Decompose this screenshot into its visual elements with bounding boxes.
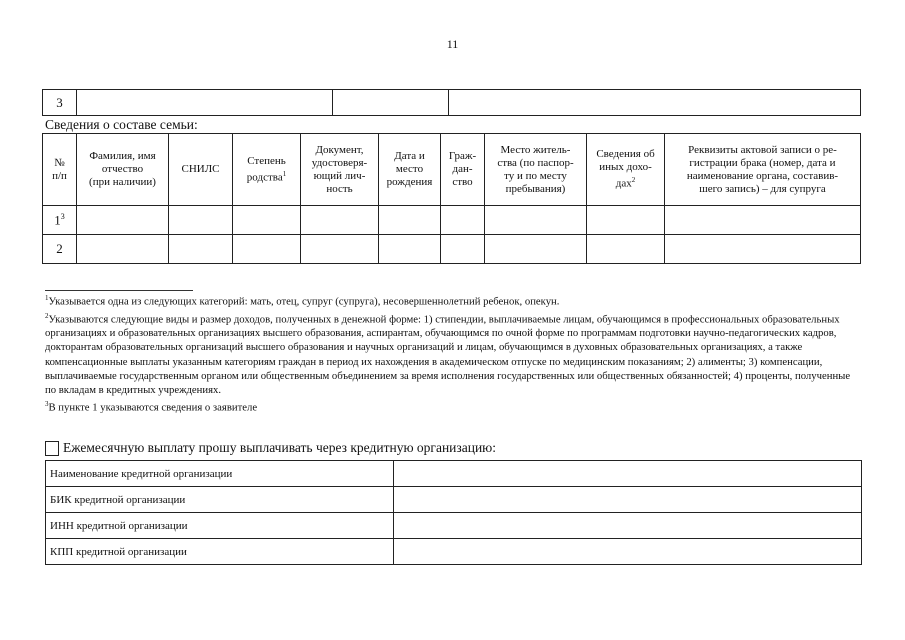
header-text: СНИЛС	[181, 163, 220, 175]
column-header	[587, 134, 665, 206]
bank-field-label: Наименование кредитной организации	[46, 461, 394, 487]
table-row	[43, 235, 861, 264]
table-row	[46, 461, 862, 487]
empty-cell[interactable]	[485, 206, 587, 235]
column-header	[665, 134, 861, 206]
column-header	[301, 134, 379, 206]
header-text: Место житель-	[500, 143, 571, 156]
empty-cell[interactable]	[77, 235, 169, 264]
footnote-text: В пункте 1 указываются сведения о заявителе	[48, 401, 258, 414]
empty-cell[interactable]	[587, 206, 665, 235]
empty-cell[interactable]	[449, 90, 861, 116]
column-header	[485, 134, 587, 206]
payment-checkbox[interactable]	[45, 441, 59, 456]
header-text: №	[54, 156, 65, 169]
row-number: 3	[43, 90, 77, 116]
empty-cell[interactable]	[379, 206, 441, 235]
empty-cell[interactable]	[233, 206, 301, 235]
table-row	[46, 539, 862, 565]
header-text: Сведения об	[596, 148, 655, 161]
table-row	[43, 90, 861, 116]
header-text: место	[395, 163, 424, 175]
row-number	[43, 206, 77, 235]
header-text: ство	[452, 176, 473, 188]
column-header	[441, 134, 485, 206]
header-text: Степень	[247, 154, 286, 167]
column-header	[77, 134, 169, 206]
bank-field-label: ИНН кредитной организации	[46, 513, 394, 539]
bank-field-label: БИК кредитной организации	[46, 487, 394, 513]
table-row	[46, 513, 862, 539]
header-text: ющий лич-	[313, 169, 366, 182]
bank-field-label: КПП кредитной организации	[46, 539, 394, 565]
family-table	[42, 133, 861, 264]
footnote	[45, 291, 857, 309]
empty-cell[interactable]	[379, 235, 441, 264]
header-text: наименование органа, составив-	[686, 169, 839, 182]
family-table-header	[43, 134, 861, 206]
header-text: шего запись) – для супруга	[699, 182, 826, 195]
empty-cell[interactable]	[77, 206, 169, 235]
header-text: Граж-	[448, 150, 477, 162]
column-header	[233, 134, 301, 206]
empty-cell[interactable]	[441, 206, 485, 235]
bank-details-table	[45, 460, 862, 565]
row-number	[43, 235, 77, 264]
header-text: п/п	[52, 169, 67, 182]
header-text: пребывания)	[505, 182, 566, 195]
family-section-title: Сведения о составе семьи:	[45, 117, 198, 132]
row-number-text: 2	[56, 241, 63, 256]
header-text: ства (по паспор-	[497, 156, 574, 169]
empty-cell[interactable]	[587, 235, 665, 264]
empty-cell[interactable]	[441, 235, 485, 264]
header-text: иных дохо-	[599, 161, 652, 174]
empty-cell[interactable]	[169, 206, 233, 235]
row-number-text: 1	[54, 212, 61, 228]
bank-field-value[interactable]	[394, 487, 862, 513]
header-text: Дата и	[394, 150, 425, 162]
header-text: Реквизиты актовой записи о ре-	[688, 143, 837, 156]
empty-cell[interactable]	[233, 235, 301, 264]
empty-cell[interactable]	[333, 90, 449, 116]
page-number: 11	[446, 37, 459, 51]
empty-cell[interactable]	[301, 235, 379, 264]
header-text: ту и по месту	[504, 169, 567, 182]
footnote-mark: 2	[45, 311, 49, 320]
footnotes	[45, 291, 857, 414]
footnote-text: Указываются следующие виды и размер доходов, полученных в денежной форме: 1) стипендии, выплачиваемые лицам, обучающимся в профессиональных образовательных организациях и образовательных организациях высшего образования, аспирантам, обучающимся по очной форме по программам подготовки научно-педагогических кадров, докторантам образовательных организаций высшего образования и научных организаций и лицам, обучающимся в духовных образовательных организациях, а также компенсационные выплаты указанным категориям граждан в период их нахождения в академическом отпуске по медицинским показаниям; 2) алименты; 3) компенсации, выплачиваемые государственным органом или общественным объединением за время исполнения государственных или общественных обязанностей; 4) проценты, полученные по вкладам в кредитных учреждениях.	[45, 313, 851, 396]
footnote-mark: 1	[45, 294, 49, 302]
column-header	[43, 134, 77, 206]
header-text: родства	[246, 171, 283, 184]
header-text: удостоверя-	[311, 156, 368, 169]
header-text: (при наличии)	[89, 176, 156, 188]
empty-cell[interactable]	[169, 235, 233, 264]
footnote-mark: 2	[631, 176, 636, 185]
header-text: гистрации брака (номер, дата и	[689, 156, 836, 169]
footnote-mark: 3	[60, 211, 65, 221]
table-row	[43, 206, 861, 235]
header-text: дах	[615, 177, 632, 190]
header-text: рождения	[386, 176, 433, 188]
empty-cell[interactable]	[77, 90, 333, 116]
header-text: дан-	[452, 163, 473, 175]
payment-label: Ежемесячную выплату прошу выплачивать через кредитную организацию:	[63, 440, 497, 455]
header-text: отчество	[101, 163, 144, 175]
header-text: Фамилия, имя	[89, 150, 156, 162]
bank-field-value[interactable]	[394, 513, 862, 539]
empty-cell[interactable]	[665, 206, 861, 235]
footnote-mark: 1	[282, 169, 287, 178]
continued-table	[42, 89, 861, 116]
header-text: Документ,	[315, 143, 364, 156]
empty-cell[interactable]	[301, 206, 379, 235]
bank-field-value[interactable]	[394, 539, 862, 565]
footnote	[45, 397, 857, 415]
column-header	[379, 134, 441, 206]
footnote-text: Указывается одна из следующих категорий: мать, отец, супруг (супруга), несовершеннолетний ребенок, опекун.	[48, 295, 560, 308]
payment-option	[45, 440, 496, 456]
column-header	[169, 134, 233, 206]
empty-cell[interactable]	[665, 235, 861, 264]
footnote	[45, 309, 857, 397]
empty-cell[interactable]	[485, 235, 587, 264]
bank-field-value[interactable]	[394, 461, 862, 487]
table-row	[46, 487, 862, 513]
footnote-mark: 3	[45, 399, 49, 408]
header-text: ность	[326, 182, 353, 195]
